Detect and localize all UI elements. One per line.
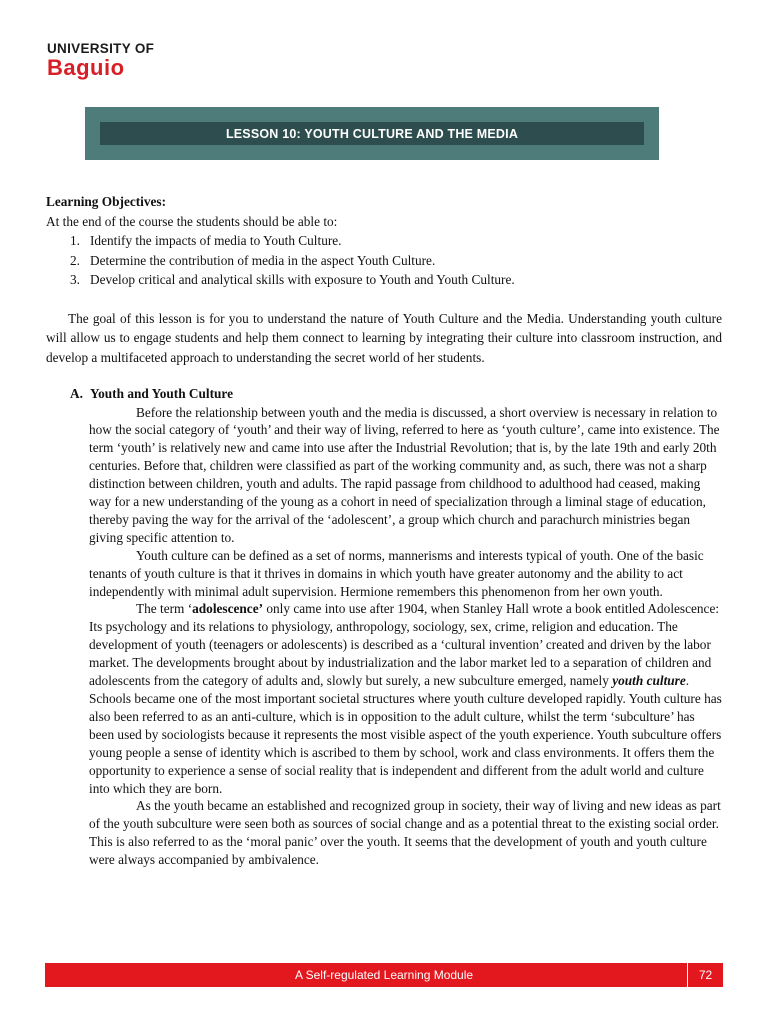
- term-adolescence: adolescence’: [192, 601, 264, 617]
- footer-bar: [45, 963, 723, 987]
- page-number: 72: [698, 968, 713, 982]
- objective-text: Identify the impacts of media to Youth Culture.: [90, 233, 342, 248]
- paragraph-4: As the youth became an established and recognized group in society, their way of living and new ideas as part of the youth subculture were seen both as sources of social change and as a potential threat to the existing social order. This is also referred to as the ‘moral panic’ over the youth. It seems that the development of youth and youth culture were always accompanied by ambivalence.: [89, 798, 721, 868]
- objective-number: 3.: [70, 272, 80, 287]
- paragraph-3: [89, 600, 722, 797]
- paragraph-3-part-a: The term ‘: [136, 601, 193, 617]
- footer-module-label: A Self-regulated Learning Module: [294, 968, 474, 982]
- objective-text: Develop critical and analytical skills with exposure to Youth and Youth Culture.: [90, 272, 515, 287]
- term-youth-culture: youth culture: [612, 673, 686, 689]
- section-body: [46, 404, 722, 870]
- paragraph-2: Youth culture can be defined as a set of norms, mannerisms and interests typical of youth. One of the basic tenants of youth culture is that it thrives in domains in which youth have greater autonomy and the ability to act independently with minimal adult supervision. Hermione remembers this phenomenon from her own youth.: [89, 547, 704, 599]
- paragraph-3-part-b: only came into use after 1904, when Stanley Hall wrote a book entitled Adolescence: Its psychology and its relations to physiology, anthropology, sociology, sex, crime, religion and education. The development of youth (teenagers or adolescents) is described as a ‘cultural invention’ created and driven by the labor market. The developments brought about by industrialization and the labor market led to a separation of children and adolescents from the category of adults and, slowly but surely, a new subculture emerged, namely: [89, 601, 720, 689]
- logo-text-bottom: Baguio: [47, 54, 125, 80]
- objective-number: 2.: [70, 252, 80, 268]
- page-number-box: [687, 963, 723, 987]
- paragraph-3-part-c: . Schools became one of the most important societal structures where youth culture developed rapidly. Youth culture has also been referred to as an anti-culture, which is in opposition to the adult culture, whilst the term ‘subculture’ has been used by sociologists because it represents the most visible aspect of the youth experience. Youth subculture offers young people a sense of identity which is ascribed to them by school, work and class environments. It offers them the opportunity to experience a sense of social reality that is independent and different from the adult world and culture into which they are born.: [89, 673, 722, 796]
- document-body: [46, 192, 722, 869]
- university-logo: [47, 42, 154, 79]
- paragraph-1: Before the relationship between youth and the media is discussed, a short overview is necessary in relation to how the social category of ‘youth’ and their way of living, referred to here as ‘youth culture’, came into existence. The term ‘youth’ is relatively new and came into use after the Industrial Revolution; that is, by the late 19th and early 20th centuries. Before that, children were classified as part of the working community and, as such, there was not a sharp distinction between children, youth and adults. The rapid passage from childhood to adulthood had ceased, making way for a new understanding of the young as a cohort in need of specialization through a liminal stage of education, thereby paving the way for the arrival of the ‘adolescent’, a group which church and parachurch ministries began giving specific attention to.: [89, 404, 720, 545]
- goal-paragraph: The goal of this lesson is for you to understand the nature of Youth Culture and the Media. Understanding youth culture will allow us to engage students and help them connect to learning by integrating their culture into classroom instruction, and develop a multifaceted approach to understanding the secret world of her students.: [46, 310, 722, 365]
- objective-item: [46, 270, 722, 290]
- objectives-list: [46, 231, 722, 290]
- logo-text-top: UNIVERSITY OF: [47, 41, 155, 56]
- section-heading: [46, 384, 722, 404]
- lesson-banner-inner: [100, 122, 644, 145]
- section-letter: A.: [70, 386, 83, 401]
- objective-text: Determine the contribution of media in the aspect Youth Culture.: [90, 252, 436, 268]
- objective-item: [46, 231, 722, 251]
- section-title: Youth and Youth Culture: [90, 386, 233, 401]
- objective-number: 1.: [70, 233, 80, 248]
- objectives-heading: Learning Objectives:: [46, 194, 167, 209]
- lesson-banner: [85, 107, 659, 160]
- section-youth-culture: [46, 384, 722, 869]
- objectives-intro: At the end of the course the students should be able to:: [46, 213, 338, 229]
- objective-item: [46, 251, 722, 271]
- lesson-title: LESSON 10: YOUTH CULTURE AND THE MEDIA: [225, 126, 519, 141]
